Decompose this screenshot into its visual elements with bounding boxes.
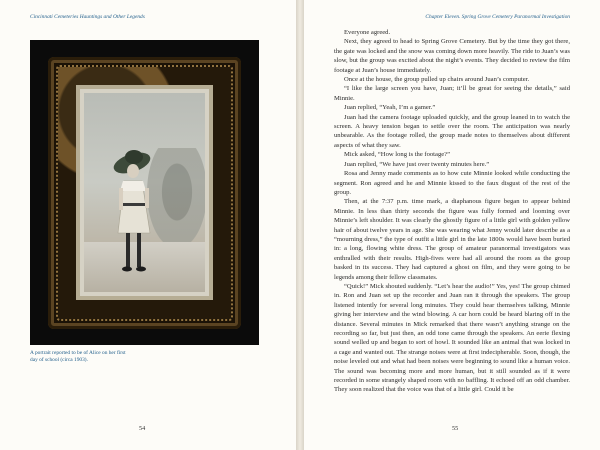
left-leg xyxy=(126,233,130,267)
paragraph: Juan had the camera footage uploaded quickly, and the group leaned in to watch the screen. A heavy tension began to settle over the room. The anticipation was nearly unbearable. As the footage rolled, the group made notes to themselves about different aspects of what they saw. xyxy=(334,113,570,149)
right-arm xyxy=(145,188,149,208)
photo-caption: A portrait reported to be of Alice on her first day of school (circa 1903). xyxy=(30,350,126,364)
girl-figure xyxy=(84,93,205,292)
paragraph: Then, at the 7:37 p.m. time mark, a diaphanous figure began to appear behind Minnie. In less than thirty seconds the figure was fully formed and looming over Minnie’s left shoulder. It was clearly the ghostly figure of a little girl with golden yellow hair of about twelve years in age. She was wearing what Jenny would later describe as a “mourning dress,” the type of outfit a little girl in the late 1800s would have been buried in: a long, flowing white dress. The group of amateur paranormal investigators was enthralled with their results. High-fives were had all around the room as the group basked in its success. They had captured a ghost on film, and they were going to be legends among their fellow classmates. xyxy=(334,198,570,281)
hat-crown xyxy=(125,150,143,164)
photo-print xyxy=(84,93,205,292)
right-page xyxy=(304,0,600,450)
portrait-photo xyxy=(30,40,259,345)
paragraph: “I like the large screen you have, Juan; it’ll be great for seeing the details,” said Minnie. xyxy=(334,85,570,102)
right-shoe xyxy=(136,267,146,272)
right-page-number: 55 xyxy=(452,425,459,432)
face xyxy=(127,164,139,178)
paragraph: Once at the house, the group pulled up chairs around Juan’s computer. xyxy=(344,76,530,84)
left-running-head: Cincinnati Cemeteries Hauntings and Other Legends xyxy=(30,14,145,20)
paragraph: Juan replied, “We have just over twenty minutes here.” xyxy=(344,160,490,168)
paragraph: Mick asked, “How long is the footage?” xyxy=(344,151,451,159)
left-shoe xyxy=(122,267,132,272)
paragraph: Everyone agreed. xyxy=(344,29,391,36)
paragraph: “Quick!” Mick shouted suddenly. “Let’s hear the audio!” Yes, yes! The group chimed in. Ron and Juan set up the recorder and Juan ran it through the speakers. The group listened intently for several long minutes. They could hear themselves talking, Minnie giving her interview and the wind blowing. A car horn could be heard blaring off in the distance. Several minutes in Mick remarked that there wasn’t anything strange on the recording so far, but just then, an odd tone came through the speakers. An eerie flexing sound welled up and began to sort of howl. It sounded like an animal that was locked in a cage and wanted out. The strange noises were at first indecipherable. Soon, though, the noise leveled out and what had been noises were beginning to sound like a human voice. The sound was becoming more and more human, but it still sounded as if it were recorded in some strangely shaped room with no baffling. It echoed off an odd chamber. They soon realized that the voice was that of a little girl. Could it be xyxy=(334,282,570,394)
left-arm xyxy=(119,188,123,210)
body-text xyxy=(334,28,570,395)
right-leg xyxy=(137,233,141,267)
paragraph: Juan replied, “Yeah, I’m a gamer.” xyxy=(344,104,436,112)
paragraph: Next, they agreed to head to Spring Grove Cemetery. But by the time they got there, the gate was locked and the snow was coming down more heavily. The ride to Juan’s was slow, but the group was excited about the night’s events. They decided to review the film footage at Juan’s house immediately. xyxy=(334,38,570,74)
left-page xyxy=(0,0,296,450)
sash xyxy=(123,203,146,206)
photo-mat xyxy=(76,85,213,300)
ornate-frame xyxy=(48,57,241,329)
right-running-head: Chapter Eleven. Spring Grove Cemetery Paranormal Investigation xyxy=(425,14,570,20)
book-gutter xyxy=(296,0,304,450)
paragraph: Rosa and Jenny made comments as to how cute Minnie looked while conducting the segment. Ron agreed and he and Minnie kissed to the faux disgust of the rest of the group. xyxy=(334,170,570,196)
collar xyxy=(120,181,146,191)
left-page-number: 54 xyxy=(139,425,146,432)
